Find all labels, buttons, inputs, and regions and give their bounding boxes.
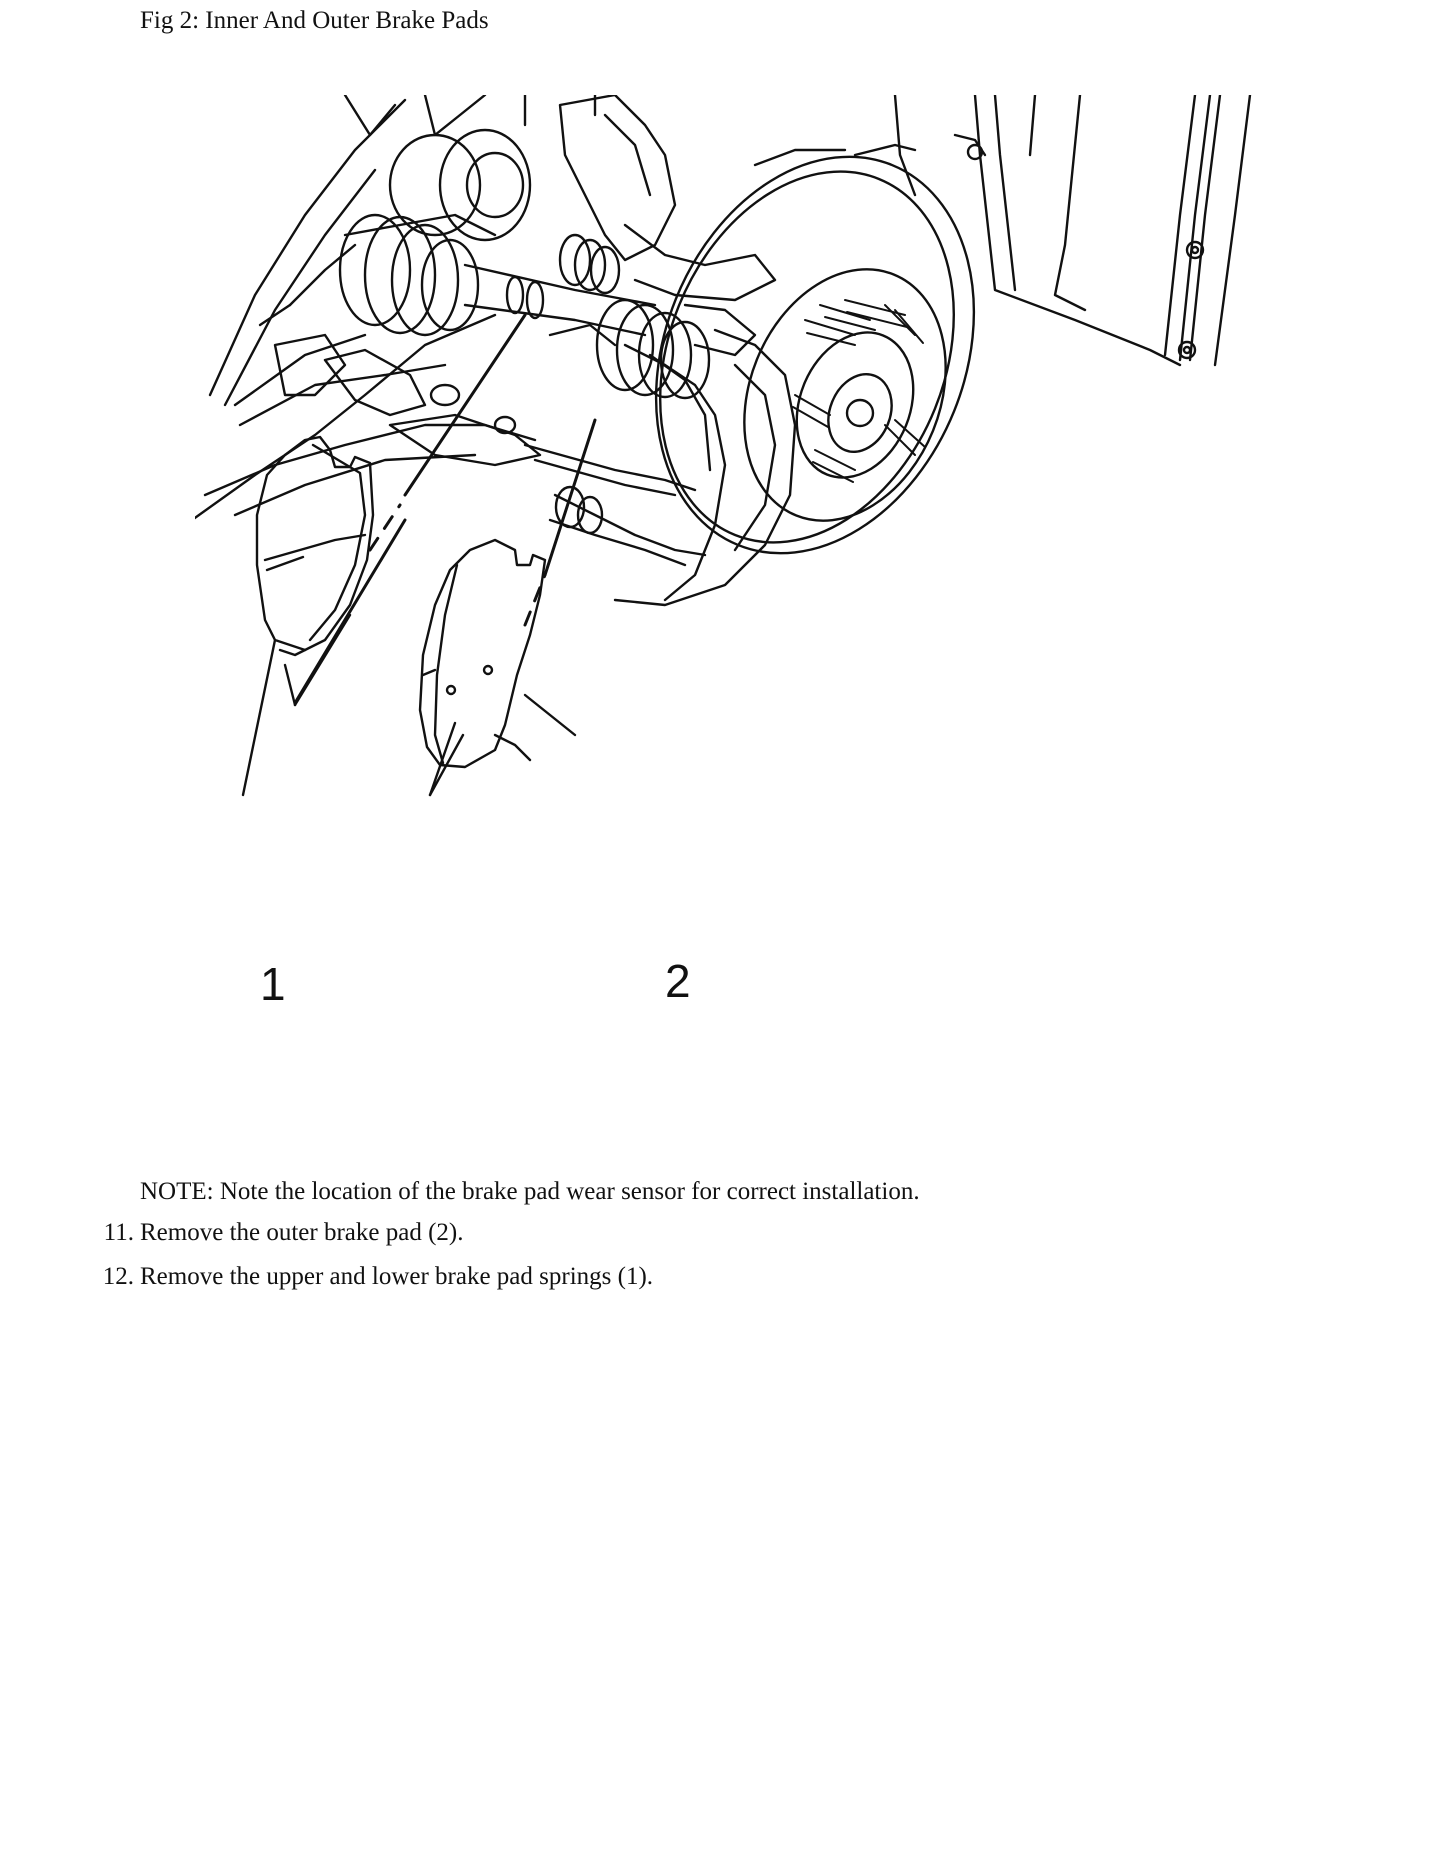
callout-2: 2 [665,955,691,1007]
step-number: 11. [103,1219,134,1246]
step-text: Remove the outer brake pad (2). [140,1219,464,1246]
inner-brake-pad [243,437,373,795]
step-item [0,1262,1300,1306]
dashed-leader-lines [295,315,595,703]
figure-caption: Fig 2: Inner And Outer Brake Pads [140,7,489,34]
step-number: 12. [102,1263,134,1290]
step-text: Remove the upper and lower brake pad springs (1). [140,1263,654,1290]
brake-rotor [599,109,1031,602]
brake-pads-illustration [195,95,1290,1030]
installation-note: NOTE: Note the location of the brake pad wear sensor for correct installation. [140,1178,920,1205]
step-item [0,1218,1300,1262]
outer-brake-pad [420,540,575,795]
fender-panel [895,95,1250,365]
callout-1: 1 [260,958,286,1010]
procedure-steps [0,1218,1300,1306]
